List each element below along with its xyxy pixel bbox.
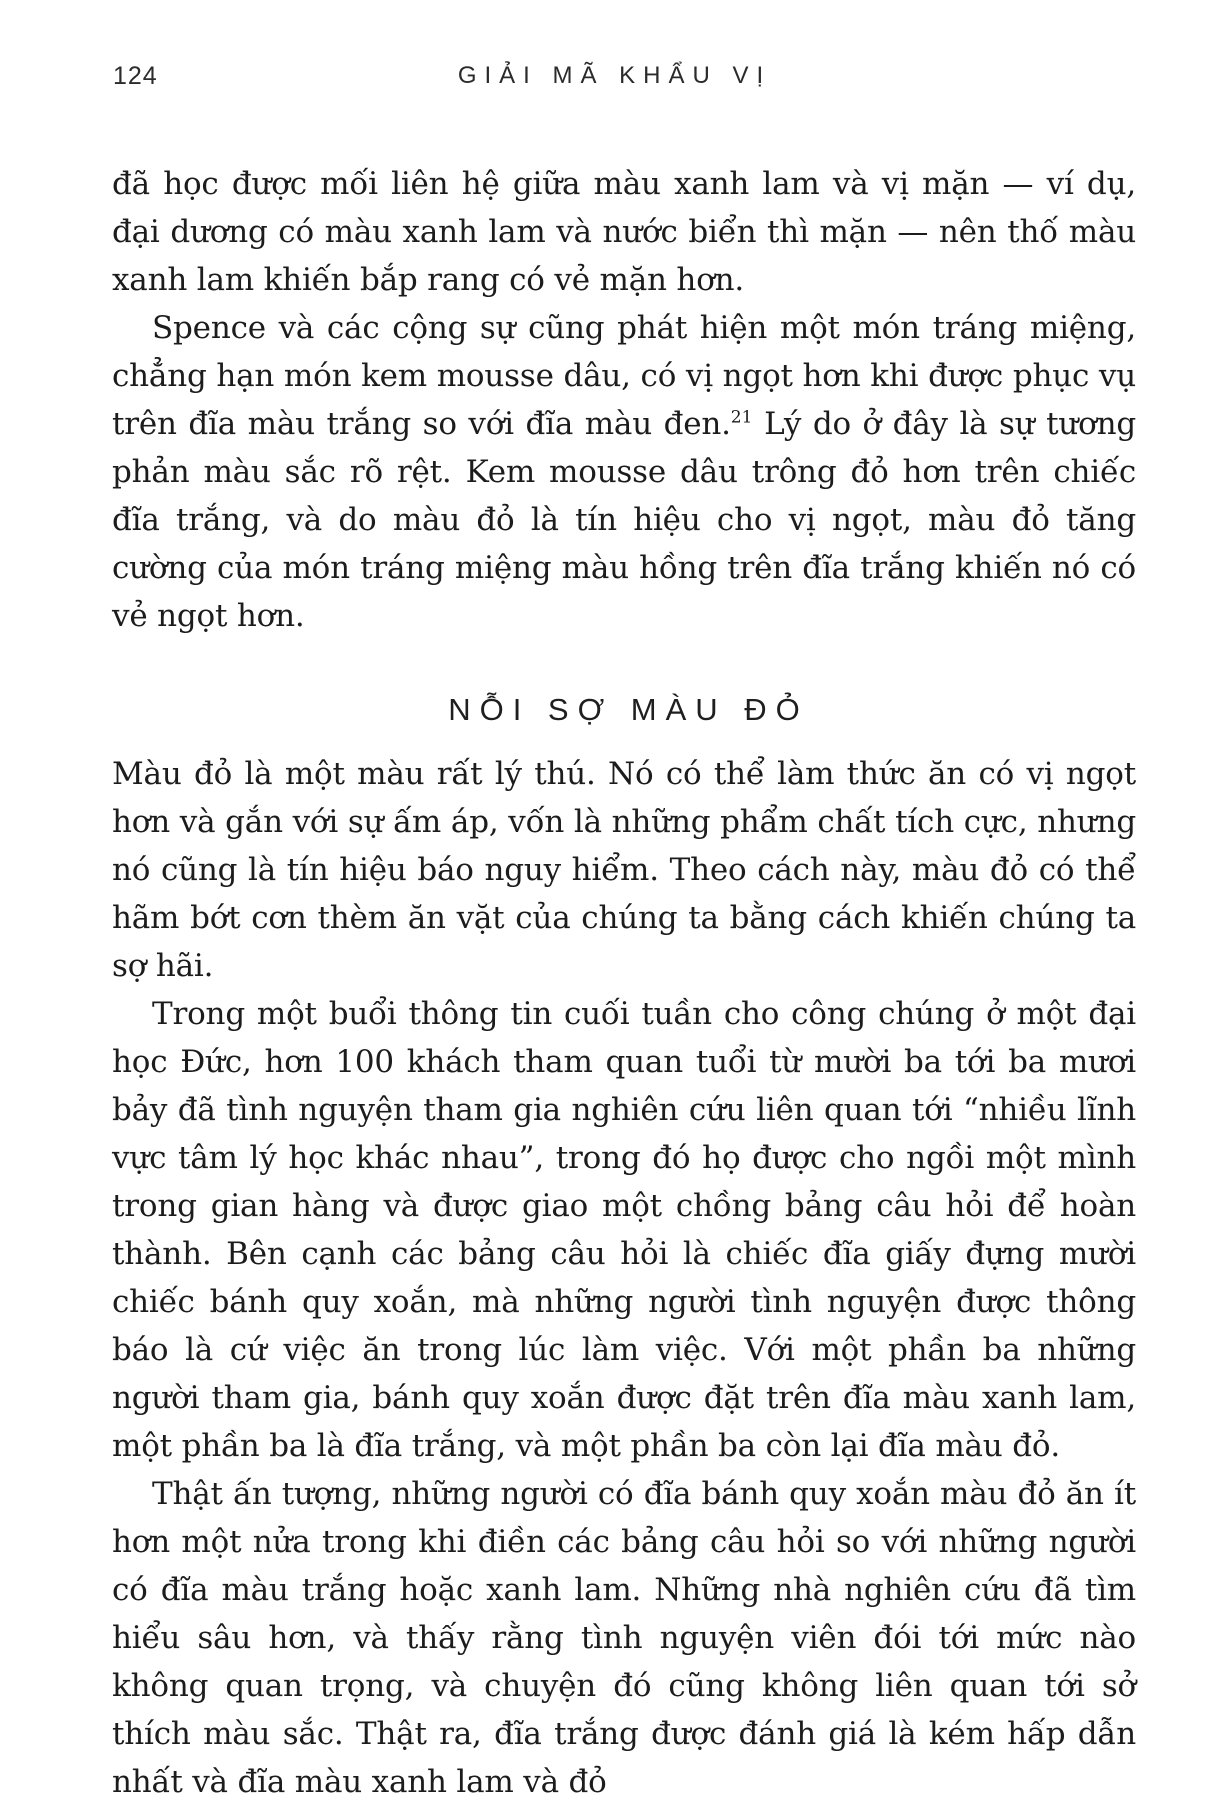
paragraph-cutoff: Thật ấn tượng, những người có đĩa bánh quy xoắn màu đỏ ăn ít hơn một nửa trong khi điền các bảng câu hỏi so với những người có đĩa màu trắng hoặc xanh lam. Những nhà nghiên cứu đã tìm hiểu sâu hơn, và thấy rằng tình nguyện viên đói tới mức nào không quan trọng, và chuyện đó cũng không liên quan tới sở thích màu sắc. Thật ra, đĩa trắng được đánh giá là kém hấp dẫn nhất và đĩa màu xanh lam và đỏ [112, 1476, 1136, 1800]
page-number: 124 [113, 62, 158, 90]
section-heading: NỖI SỢ MÀU ĐỎ [448, 692, 809, 727]
running-title: GIẢI MÃ KHẨU VỊ [457, 62, 772, 89]
paragraph-continued: đã học được mối liên hệ giữa màu xanh lam và vị mặn — ví dụ, đại dương có màu xanh lam và nước biển thì mặn — nên thố màu xanh lam khiến bắp rang có vẻ mặn hơn. [112, 166, 1136, 298]
paragraph-text: Lý do ở đây là sự tương phản màu sắc rõ rệt. Kem mousse dâu trông đỏ hơn trên chiếc đĩa trắng, và do màu đỏ là tín hiệu cho vị ngọt, màu đỏ tăng cường của món tráng miệng màu hồng trên đĩa trắng khiến nó có vẻ ngọt hơn. [112, 406, 1137, 634]
page-body [112, 160, 1136, 1806]
paragraph: Trong một buổi thông tin cuối tuần cho công chúng ở một đại học Đức, hơn 100 khách tham quan tuổi từ mười ba tới ba mươi bảy đã tình nguyện tham gia nghiên cứu liên quan tới “nhiều lĩnh vực tâm lý học khác nhau”, trong đó họ được cho ngồi một mình trong gian hàng và được giao một chồng bảng câu hỏi để hoàn thành. Bên cạnh các bảng câu hỏi là chiếc đĩa giấy đựng mười chiếc bánh quy xoắn, mà những người tình nguyện được thông báo là cứ việc ăn trong lúc làm việc. Với một phần ba những người tham gia, bánh quy xoắn được đặt trên đĩa màu xanh lam, một phần ba là đĩa trắng, và một phần ba còn lại đĩa màu đỏ. [112, 996, 1136, 1464]
page-header [0, 60, 1221, 100]
paragraph: Màu đỏ là một màu rất lý thú. Nó có thể làm thức ăn có vị ngọt hơn và gắn với sự ấm áp, vốn là những phẩm chất tích cực, nhưng nó cũng là tín hiệu báo nguy hiểm. Theo cách này, màu đỏ có thể hãm bớt cơn thèm ăn vặt của chúng ta bằng cách khiến chúng ta sợ hãi. [112, 756, 1136, 984]
paragraph [112, 304, 1136, 640]
paragraph-text: Spence và các cộng sự cũng phát hiện một món tráng miệng, chẳng hạn món kem mousse dâu, có vị ngọt hơn khi được phục vụ trên đĩa màu trắng so với đĩa màu đen. [112, 310, 1136, 442]
footnote-ref: 21 [730, 407, 753, 428]
